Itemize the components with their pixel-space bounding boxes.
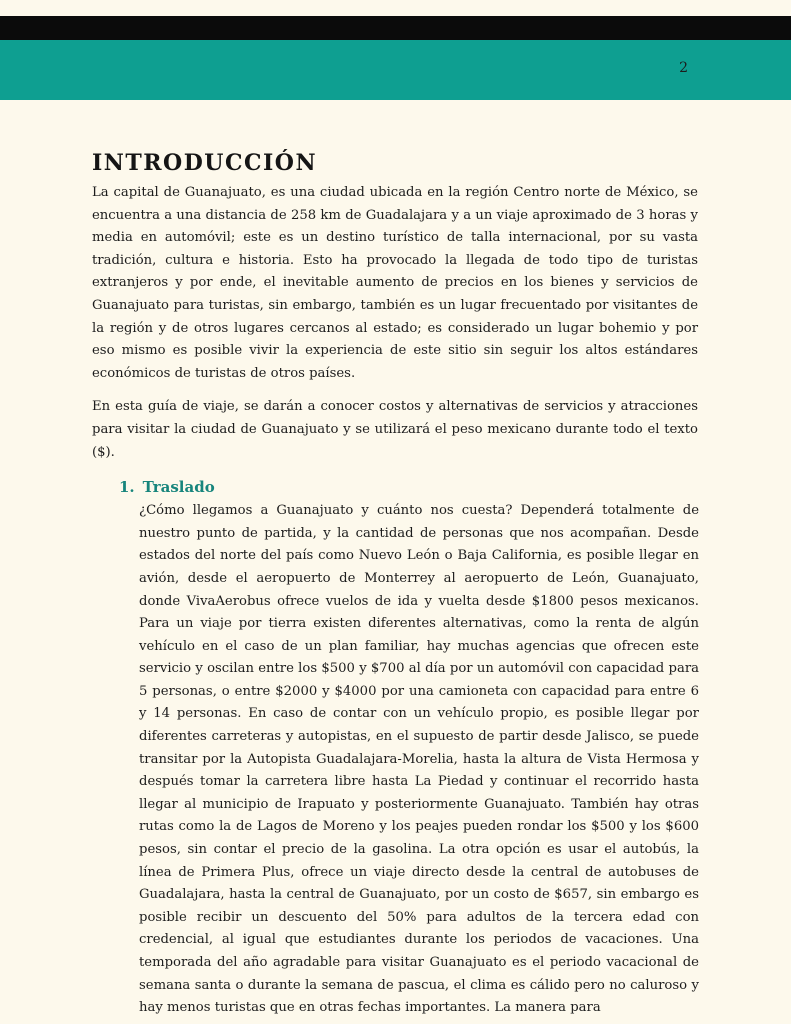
traslado-paragraph: ¿Cómo llegamos a Guanajuato y cuánto nos cuesta? Dependerá totalmente de nuestro punto de partida, y la cantidad de personas que nos acompañan. Desde estados del norte del país como Nuevo León o Baja California, es posible llegar en avión, desde el aeropuerto de Monterrey al aeropuerto de León, Guanajuato, donde VivaAerobus ofrece vuelos de ida y vuelta desde $1800 pesos mexicanos. Para un viaje por tierra existen diferentes alternativas, como la renta de algún vehículo en el caso de un plan familiar, hay muchas agencias que ofrecen este servicio y oscilan entre los $500 y $700 al día por un automóvil con capacidad para 5 personas, o entre $2000 y $4000 por una camioneta con capacidad para entre 6 y 14 personas. En caso de contar con un vehículo propio, es posible llegar por diferentes carreteras y autopistas, en el supuesto de partir desde Jalisco, se puede transitar por la Autopista Guadalajara-Morelia, hasta la altura de Vista Hermosa y después tomar la carretera libre hasta La Piedad y continuar el recorrido hasta llegar al municipio de Irapuato y posteriormente Guanajuato. También hay otras rutas como la de Lagos de Moreno y los peajes pueden rondar los $500 y los $600 pesos, sin contar el precio de la gasolina. La otra opción es usar el autobús, la línea de Primera Plus, ofrece un viaje directo desde la central de autobuses de Guadalajara, hasta la central de Guanajuato, por un costo de $657, sin embargo es posible recibir un descuento del 50% para adultos de la tercera edad con credencial, al igual que estudiantes durante los periodos de vacaciones. Una temporada del año agradable para visitar Guanajuato es el periodo vacacional de semana santa o durante la semana de pascua, el clima es cálido pero no caluroso y hay menos turistas que en otras fechas importantes. La manera para [139,503,699,1016]
intro-paragraph-1: La capital de Guanajuato, es una ciudad ubicada en la región Centro norte de México, se encuentra a una distancia de 258 km de Guadalajara y a un viaje aproximado de 3 horas y media en automóvil; este es un destino turístico de talla internacional, por su vasta tradición, cultura e historia. Esto ha provocado la llegada de todo tipo de turistas extranjeros y por ende, el inevitable aumento de precios en los bienes y servicios de Guanajuato para turistas, sin embargo, también es un lugar frecuentado por visitantes de la región y de otros lugares cercanos al estado; es considerado un lugar bohemio y por eso mismo es posible vivir la experiencia de este sitio sin seguir los altos estándares económicos de turistas de otros países. [92,185,698,381]
page-number: 2 [679,60,688,76]
subsection-body [139,500,699,1020]
subsection-heading-traslado [119,478,698,496]
intro-paragraph-2: En esta guía de viaje, se darán a conocer costos y alternativas de servicios y atracciones para visitar la ciudad de Guanajuato y se utilizará el peso mexicano durante todo el texto ($). [92,399,698,460]
header-teal-band [0,40,791,100]
document-content [92,150,698,1020]
subsection-number: 1. [119,478,135,497]
subsection-title: Traslado [142,478,215,497]
header-black-band [0,16,791,40]
section-title-introduccion: INTRODUCCIÓN [92,150,318,176]
